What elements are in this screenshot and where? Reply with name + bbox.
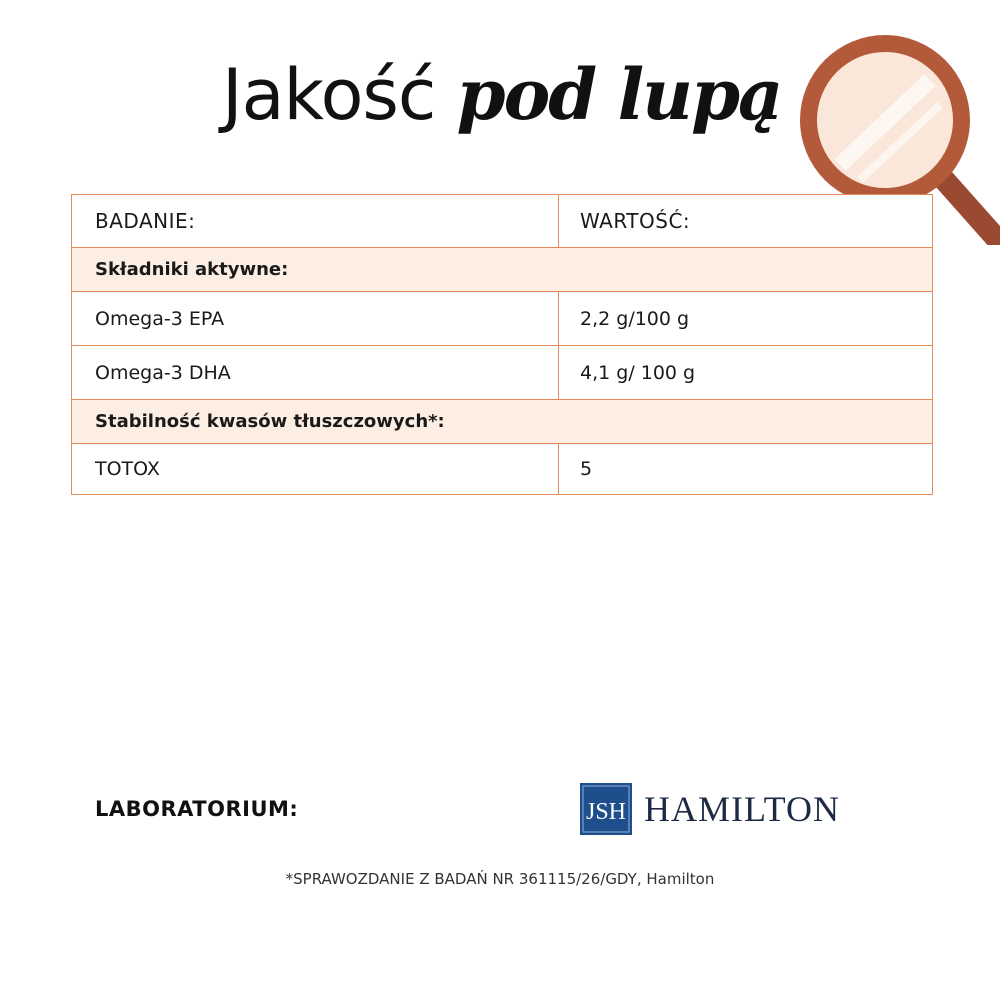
header-test: BADANIE: (72, 195, 559, 247)
section-label: Składniki aktywne: (95, 259, 289, 280)
hamilton-logo (580, 783, 840, 835)
row-value: 5 (580, 458, 593, 480)
hamilton-logo-icon (580, 783, 632, 835)
row-value: 4,1 g/ 100 g (580, 361, 696, 384)
logo-mark-text: JSH (585, 799, 627, 825)
table-header-row (72, 195, 932, 247)
row-value: 2,2 g/100 g (580, 307, 690, 330)
section-row-stability (72, 399, 932, 443)
table-row (72, 345, 932, 399)
header-value: WARTOŚĆ: (580, 209, 691, 233)
title-regular: Jakość (222, 54, 436, 136)
laboratory-label: LABORATORIUM: (95, 797, 299, 821)
section-label: Stabilność kwasów tłuszczowych*: (95, 411, 445, 432)
footnote: *SPRAWOZDANIE Z BADAŃ NR 361115/26/GDY, Hamilton (285, 870, 715, 888)
section-row-active (72, 247, 932, 291)
title-emphasis: pod lupą (456, 53, 782, 136)
page-title (222, 50, 781, 140)
table-row (72, 443, 932, 494)
row-name: TOTOX (72, 444, 559, 494)
row-name: Omega-3 EPA (72, 292, 559, 345)
row-name: Omega-3 DHA (72, 346, 559, 399)
logo-text: HAMILTON (644, 789, 841, 829)
results-table (71, 194, 933, 495)
table-row (72, 291, 932, 345)
